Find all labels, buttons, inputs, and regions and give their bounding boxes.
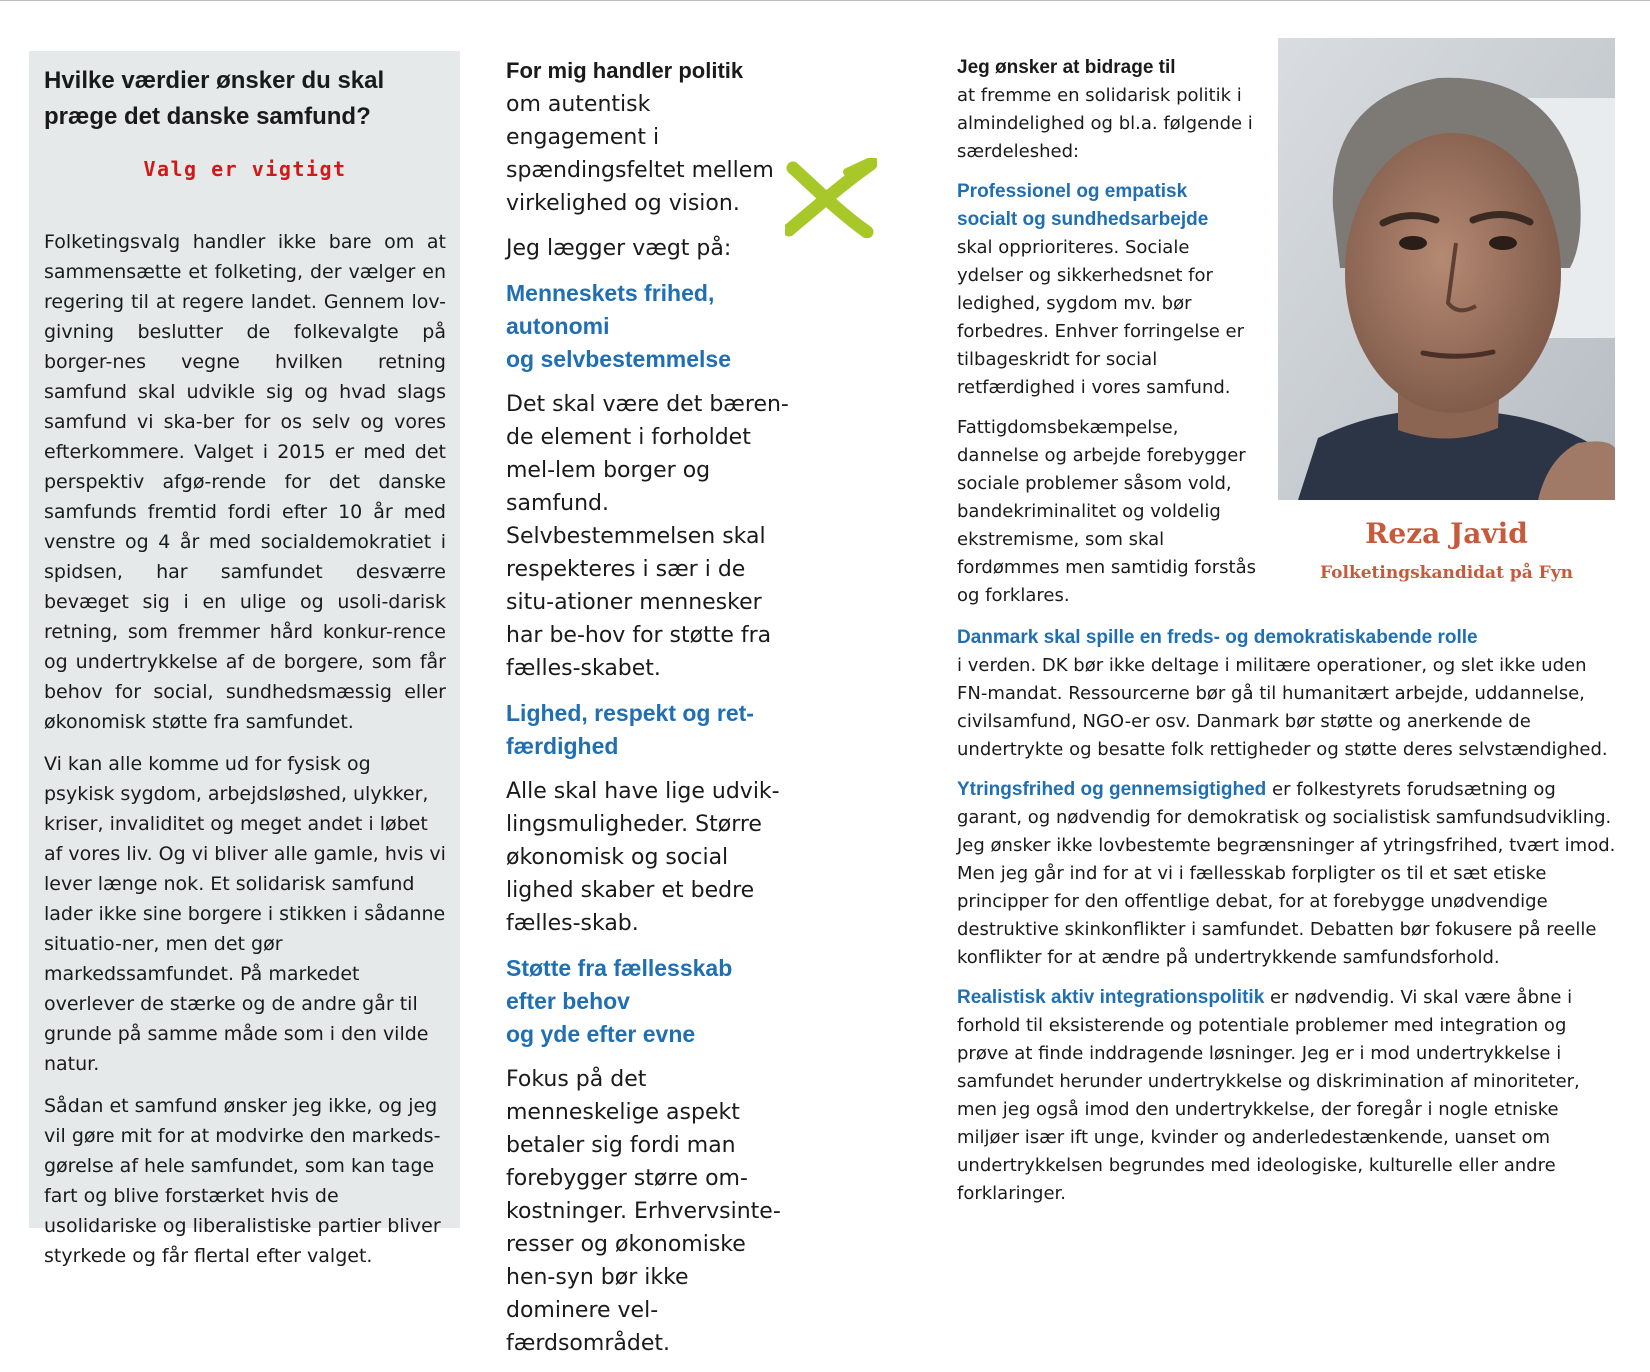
priorities-column [506, 54, 796, 1372]
contribution-column [957, 54, 1257, 622]
candidate-name: Reza Javid [1365, 517, 1528, 550]
politics-lead-text: om autentisk engagement i spændingsfeltet mellem virkelighed og vision. [506, 92, 774, 216]
contribution-lead-bold: Jeg ønsker at bidrage til [957, 57, 1176, 78]
paragraph-free-speech [957, 776, 1617, 972]
paragraph-freedom: Det skal være det bæren-de element i forholdet mel-lem borger og samfund. Selvbestemmelsen skal respekteres i sær i de situ-ationer mennesker har be-hov for støtte fra fælles-skabet. [506, 392, 789, 681]
paragraph-equality: Alle skal have lige udvik-lingsmuligheder. Større økonomisk og social lighed skaber et bedre fælles-skab. [506, 779, 780, 936]
panel-subtitle: Valg er vigtigt [143, 157, 347, 181]
policy-section [957, 624, 1617, 1220]
heading-community: Støtte fra fællesskab efter behov og yde efter evne [506, 955, 733, 1047]
paragraph-election: Folketingsvalg handler ikke bare om at sammensætte et folketing, der vælger en regering til at regere landet. Gennem lov-givning beslutter de folkevalgte på borger-nes vegne hvilken retning samfund skal udvikle sig og hvad slags samfund vi ska-ber for os selv og vores efterkommere. Valget i 2015 er med det perspektiv afgø-rende for det danske samfunds fremtid fordi efter 10 år med venstre og 4 år med socialdemokratiet i spidsen, har samfundet desværre bevæget sig i en ulige og usoli-darisk retning, som fremmer hård konkur-rence og undertrykkelse af de borgere, som får behov for social, sundhedsmæssig eller økonomisk støtte fra samfundet. [44, 231, 446, 733]
values-panel [29, 51, 460, 1267]
paragraph-integration-text: er nødvendig. Vi skal være åbne i forhold til eksisterende og potentiale problemer med integration og prøve at finde inddragende løsninger. Jeg er i mod undertrykkelse i samfundet herunder undertrykkelse og diskrimination af minoriteter, men jeg også imod den undertrykkelse, der foregår i nogle etniske miljøer især ift unge, kvinder og anderledestænkende, uanset om undertrykkelsen begrundes med ideologiske, kulturelle eller andre forklaringer. [957, 987, 1580, 1204]
paragraph-peace [957, 624, 1617, 764]
paragraph-solidarity: Vi kan alle komme ud for fysisk og psykisk sygdom, arbejdsløshed, ulykker, kriser, invaliditet og meget andet i løbet af vores liv. Og vi bliver alle gamle, hvis vi lever længe nok. Et solidarisk samfund lader ikke sine borgere i stikken i sådanne situatio-ner, men det gør markedssamfundet. På markedet overlever de stærke og de andre går til grunde på samme måde som i den vilde natur. [44, 753, 446, 1075]
heading-integration: Realistisk aktiv integrationspolitik [957, 987, 1265, 1008]
heading-social-work: Professionel og empatisk socialt og sundhedsarbejde [957, 181, 1209, 230]
contribution-lead-text: at fremme en solidarisk politik i almindelighed og bl.a. følgende i særdeleshed: [957, 85, 1253, 162]
heading-freedom: Menneskets frihed, autonomi og selvbestemmelse [506, 280, 732, 372]
contribution-lead [957, 54, 1257, 166]
paragraph-free-speech-text: er folkestyrets forudsætning og garant, og nødvendig for demokratisk og socialistisk samfundsudvikling. Jeg ønsker ikke lovbestemte begrænsninger af ytringsfrihed, tvært imod. Men jeg går ind for at vi i fællesskab forpligter os til et sæt etiske principper for den offentlige debat, for at forebygge unødvendige destruktive skinkonflikter i samfundet. Debatten bør fokusere på reelle konflikter for at ændre på undertrykkende samfundsforhold. [957, 779, 1616, 968]
candidate-portrait [1278, 38, 1615, 500]
x-mark-icon [785, 158, 877, 238]
paragraph-peace-text: i verden. DK bør ikke deltage i militære operationer, og slet ikke uden FN-mandat. Ressourcerne bør gå til humanitært arbejde, uddannelse, civilsamfund, NGO-er osv. Danmark bør støtte og anerkende de undertrykte og besatte folk rettigheder og støtte deres selvstændighed. [957, 655, 1608, 760]
candidate-role: Folketingskandidat på Fyn [1320, 563, 1573, 583]
politics-lead-bold: For mig handler politik [506, 58, 744, 83]
paragraph-social-work: skal opprioriteres. Sociale ydelser og sikkerhedsnet for ledighed, sygdom mv. bør forbedres. Enhver forringelse er tilbageskridt for social retfærdighed i vores samfund. [957, 237, 1245, 398]
panel-title: Hvilke værdier ønsker du skal præge det danske samfund? [44, 67, 385, 130]
politics-lead [506, 54, 796, 220]
paragraph-poverty: Fattigdomsbekæmpelse, dannelse og arbejde forebygger sociale problemer såsom vold, bandekriminalitet og voldelig ekstremisme, som skal fordømmes men samtidig forstås og forklares. [957, 417, 1257, 606]
paragraph-market: Sådan et samfund ønsker jeg ikke, og jeg vil gøre mit for at modvirke den markeds-gørelse af hele samfundet, som kan tage fart og blive forstærket hvis de usolidariske og liberalistiske partier bliver styrkede og får flertal efter valget. [44, 1095, 441, 1267]
priorities-intro: Jeg lægger vægt på: [506, 236, 732, 261]
heading-free-speech: Ytringsfrihed og gennemsigtighed [957, 779, 1267, 800]
paragraph-community: Fokus på det menneskelige aspekt betaler sig fordi man forebygger større om-kostninger. Erhvervsinte-resser og økonomiske hen-syn bør ikke dominere vel-færdsområdet. [506, 1067, 781, 1356]
heading-equality: Lighed, respekt og ret-færdighed [506, 700, 754, 759]
heading-peace: Danmark skal spille en freds- og demokratiskabende rolle [957, 627, 1478, 648]
paragraph-integration [957, 984, 1617, 1208]
page-top-rule [0, 0, 1650, 1]
candidate-caption [1278, 514, 1615, 588]
